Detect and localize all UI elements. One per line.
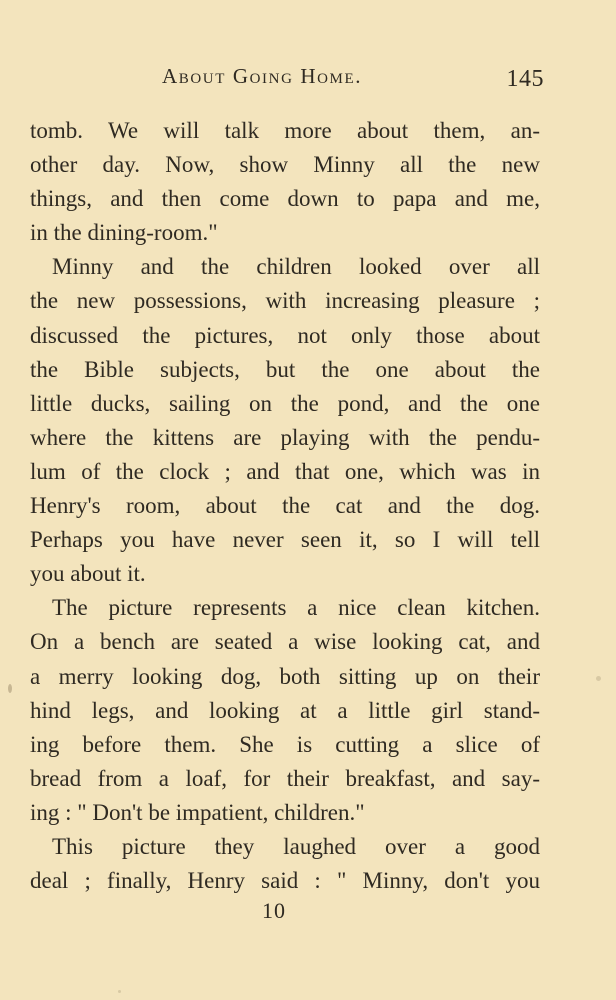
text-line: hind legs, and looking at a little girl stand- (30, 697, 540, 723)
page-header (30, 64, 544, 98)
text-line: bread from a loaf, for their breakfast, and say- (30, 765, 540, 791)
text-line: a merry looking dog, both sitting up on their (30, 663, 540, 689)
text-line: Perhaps you have never seen it, so I will tell (30, 527, 540, 553)
text-line: things, and then come down to papa and me, (30, 186, 540, 212)
text-line: This picture they laughed over a good (52, 833, 540, 859)
signature-mark: 10 (262, 898, 286, 923)
page-number: 145 (506, 66, 544, 92)
text-line: lum of the clock ; and that one, which was in (30, 458, 540, 484)
text-line: the new possessions, with increasing pleasure ; (30, 288, 540, 314)
text-line: The picture represents a nice clean kitchen. (52, 595, 540, 621)
ink-speck (118, 990, 121, 993)
text-line: little ducks, sailing on the pond, and the one (30, 390, 540, 416)
text-line: Henry's room, about the cat and the dog. (30, 493, 540, 519)
text-line: you about it. (30, 561, 146, 587)
ink-speck (596, 676, 601, 681)
running-title: About Going Home. (162, 64, 363, 88)
ink-speck (8, 684, 12, 693)
text-line: ing : " Don't be impatient, children." (30, 799, 365, 825)
text-line: other day. Now, show Minny all the new (30, 152, 540, 178)
text-line: Minny and the children looked over all (52, 254, 540, 280)
text-line: discussed the pictures, not only those about (30, 322, 540, 348)
text-line: tomb. We will talk more about them, an- (30, 118, 540, 143)
text-line: in the dining-room." (30, 220, 218, 246)
body-text (30, 114, 540, 898)
text-line: the Bible subjects, but the one about the (30, 356, 540, 382)
text-line: ing before them. She is cutting a slice of (30, 731, 540, 757)
text-line: On a bench are seated a wise looking cat, and (30, 629, 540, 655)
text-line: deal ; finally, Henry said : " Minny, don't you (30, 868, 540, 894)
text-line: where the kittens are playing with the pendu- (30, 424, 540, 450)
